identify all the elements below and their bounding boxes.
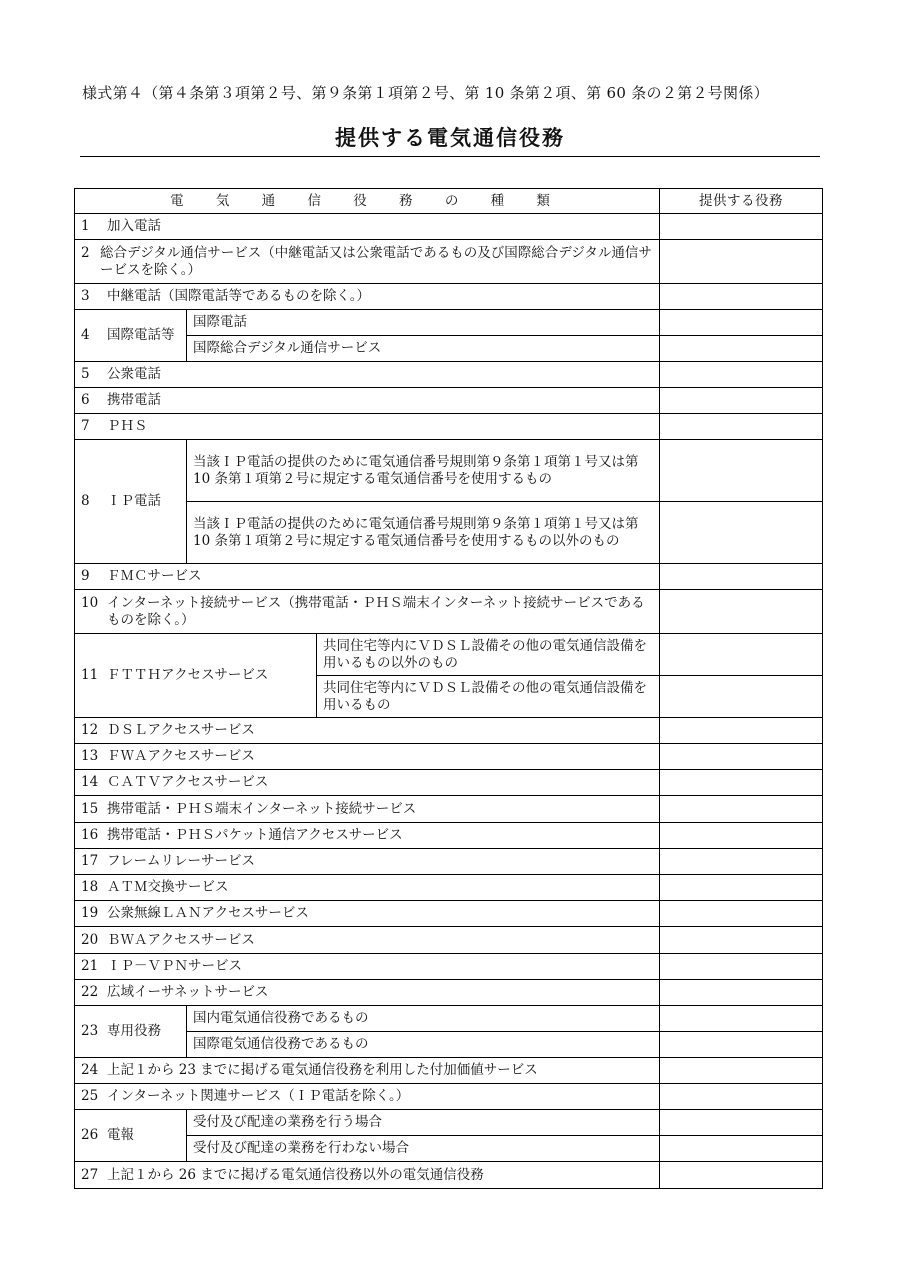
table-row [75, 1084, 823, 1110]
service-label: 中継電話（国際電話等であるものを除く。） [107, 288, 370, 304]
sub-service-cell: 国内電気通信役務であるもの [187, 1006, 660, 1032]
offered-cell[interactable] [660, 1110, 823, 1136]
row-number: 9 [81, 568, 90, 584]
row-number: 24 [81, 1062, 99, 1078]
sub-service-cell: 共同住宅等内にＶＤＳＬ設備その他の電気通信設備を用いるもの以外のもの [317, 634, 660, 676]
table-row [75, 214, 823, 240]
service-label: 電報 [107, 1127, 134, 1143]
table-row [75, 718, 823, 744]
service-cell [75, 634, 317, 718]
service-label: ＦＭＣサービス [107, 568, 202, 584]
service-label: 携帯電話 [107, 392, 161, 408]
row-number: 18 [81, 879, 99, 895]
header-service-type: 電 気 通 信 役 務 の 種 類 [75, 189, 660, 214]
offered-cell[interactable] [660, 718, 823, 744]
table-row [75, 875, 823, 901]
service-label: ＢＷＡアクセスサービス [107, 931, 255, 948]
service-label: ＦＷＡアクセスサービス [107, 748, 255, 764]
sub-service-cell: 当該ＩＰ電話の提供のために電気通信番号規則第９条第１項第１号又は第 10 条第１項第２号に規定する電気通信番号を使用するもの以外のもの [187, 502, 660, 564]
service-label: フレームリレーサービス [107, 853, 255, 869]
table-row [75, 954, 823, 980]
service-cell [75, 1006, 187, 1058]
table-row [75, 796, 823, 823]
service-cell [75, 823, 660, 849]
service-cell [75, 875, 660, 901]
service-label: インターネット関連サービス（ＩＰ電話を除く。） [107, 1088, 410, 1104]
offered-cell[interactable] [660, 214, 823, 240]
service-label: 国際電話等 [107, 327, 175, 343]
row-number: 15 [81, 800, 99, 817]
table-row [75, 440, 823, 502]
service-label: 総合デジタル通信サービス（中継電話又は公衆電話であるもの及び国際総合デジタル通信サービスを除く。） [100, 244, 652, 278]
table-row [75, 240, 823, 284]
service-cell [75, 240, 660, 284]
service-cell [75, 284, 660, 310]
service-cell [75, 590, 660, 634]
offered-cell[interactable] [660, 240, 823, 284]
table-row [75, 927, 823, 954]
service-cell [75, 362, 660, 388]
offered-cell[interactable] [660, 1032, 823, 1058]
service-cell [75, 1162, 660, 1189]
sub-service-cell: 受付及び配達の業務を行わない場合 [187, 1136, 660, 1162]
header-offered-service: 提供する役務 [660, 189, 823, 214]
service-cell [75, 388, 660, 414]
row-number: 25 [81, 1088, 99, 1104]
offered-cell[interactable] [660, 590, 823, 634]
offered-cell[interactable] [660, 362, 823, 388]
service-label: 公衆無線ＬＡＮアクセスサービス [107, 905, 309, 921]
service-cell [75, 440, 187, 564]
service-cell [75, 1110, 187, 1162]
service-cell [75, 796, 660, 823]
service-label: インターネット接続サービス（携帯電話・ＰＨＳ端末インターネット接続サービスであるものを除く。） [107, 594, 645, 628]
table-row [75, 980, 823, 1006]
row-number: 8 [81, 493, 90, 509]
sub-service-cell: 国際電話 [187, 310, 660, 336]
sub-service-cell: 国際総合デジタル通信サービス [187, 336, 660, 362]
row-number: 27 [81, 1166, 99, 1183]
row-number: 22 [81, 984, 99, 1000]
sub-service-cell: 受付及び配達の業務を行う場合 [187, 1110, 660, 1136]
service-label: 公衆電話 [107, 366, 161, 382]
row-number: 23 [81, 1023, 99, 1039]
service-cell [75, 954, 660, 980]
offered-cell[interactable] [660, 954, 823, 980]
offered-cell[interactable] [660, 1084, 823, 1110]
row-number: 7 [81, 418, 90, 434]
row-number: 4 [81, 327, 90, 343]
table-row [75, 744, 823, 770]
table-row [75, 414, 823, 440]
table-row [75, 901, 823, 927]
service-cell [75, 310, 187, 362]
offered-cell[interactable] [660, 875, 823, 901]
row-number: 11 [81, 667, 99, 683]
row-number: 26 [81, 1127, 99, 1143]
row-number: 19 [81, 905, 99, 921]
service-label: ＡＴＭ交換サービス [107, 879, 229, 895]
form-reference: 様式第４（第４条第３項第２号、第９条第１項第２号、第 10 条第２項、第 60 条の２第２号関係） [82, 84, 769, 102]
table-row [75, 564, 823, 590]
table-row [75, 590, 823, 634]
service-cell [75, 927, 660, 954]
table-row [75, 849, 823, 875]
service-cell [75, 770, 660, 796]
sub-service-cell: 当該ＩＰ電話の提供のために電気通信番号規則第９条第１項第１号又は第 10 条第１項第２号に規定する電気通信番号を使用するもの [187, 440, 660, 502]
offered-cell[interactable] [660, 849, 823, 875]
table-row [75, 1032, 823, 1058]
table-row [75, 362, 823, 388]
table-header-row [75, 189, 823, 214]
service-cell [75, 901, 660, 927]
sub-service-cell: 共同住宅等内にＶＤＳＬ設備その他の電気通信設備を用いるもの [317, 676, 660, 718]
table-row [75, 388, 823, 414]
service-cell [75, 564, 660, 590]
offered-cell[interactable] [660, 770, 823, 796]
table-row [75, 1162, 823, 1189]
offered-cell[interactable] [660, 440, 823, 502]
offered-cell[interactable] [660, 564, 823, 590]
service-cell [75, 1084, 660, 1110]
service-label: ＰＨＳ [107, 418, 148, 434]
service-cell [75, 849, 660, 875]
table-row [75, 1006, 823, 1032]
services-table [74, 188, 823, 1189]
row-number: 20 [81, 931, 99, 948]
table-row [75, 634, 823, 676]
service-label: ＩＰ－ＶＰＮサービス [107, 958, 242, 974]
service-cell [75, 414, 660, 440]
title-underline [80, 156, 820, 157]
offered-cell[interactable] [660, 284, 823, 310]
service-label: ＩＰ電話 [107, 493, 161, 509]
service-label: 広域イーサネットサービス [107, 984, 269, 1000]
table-row [75, 770, 823, 796]
row-number: 5 [81, 366, 90, 382]
service-cell [75, 214, 660, 240]
row-number: 17 [81, 853, 99, 869]
row-number: 21 [81, 958, 99, 974]
table-row [75, 1110, 823, 1136]
offered-cell[interactable] [660, 744, 823, 770]
table-row [75, 823, 823, 849]
table-row [75, 310, 823, 336]
service-label: 携帯電話・ＰＨＳパケット通信アクセスサービス [107, 827, 403, 843]
row-number: 2 [81, 244, 90, 261]
offered-cell[interactable] [660, 1006, 823, 1032]
service-label: 上記１から 23 までに掲げる電気通信役務を利用した付加価値サービス [107, 1062, 538, 1078]
offered-cell[interactable] [660, 796, 823, 823]
service-label: ＣＡＴＶアクセスサービス [107, 774, 269, 790]
service-cell [75, 1058, 660, 1084]
service-cell [75, 980, 660, 1006]
row-number: 1 [81, 218, 90, 234]
offered-cell[interactable] [660, 823, 823, 849]
table-row [75, 284, 823, 310]
offered-cell[interactable] [660, 1162, 823, 1189]
offered-cell[interactable] [660, 980, 823, 1006]
service-label: 上記１から 26 までに掲げる電気通信役務以外の電気通信役務 [107, 1166, 484, 1183]
row-number: 3 [81, 288, 90, 304]
row-number: 13 [81, 748, 99, 764]
row-number: 10 [81, 594, 99, 611]
offered-cell[interactable] [660, 336, 823, 362]
service-cell [75, 718, 660, 744]
page-title: 提供する電気通信役務 [335, 125, 565, 150]
service-label: 専用役務 [107, 1023, 161, 1039]
offered-cell[interactable] [660, 1058, 823, 1084]
offered-cell[interactable] [660, 927, 823, 954]
service-cell [75, 744, 660, 770]
offered-cell[interactable] [660, 634, 823, 676]
service-label: 加入電話 [107, 218, 161, 234]
table-row [75, 1058, 823, 1084]
offered-cell[interactable] [660, 676, 823, 718]
offered-cell[interactable] [660, 414, 823, 440]
service-label: ＦＴＴＨアクセスサービス [107, 667, 269, 683]
row-number: 6 [81, 392, 90, 408]
table-row [75, 1136, 823, 1162]
offered-cell[interactable] [660, 502, 823, 564]
row-number: 12 [81, 722, 99, 738]
offered-cell[interactable] [660, 310, 823, 336]
service-label: ＤＳＬアクセスサービス [107, 722, 255, 738]
row-number: 16 [81, 827, 99, 843]
offered-cell[interactable] [660, 901, 823, 927]
offered-cell[interactable] [660, 1136, 823, 1162]
service-label: 携帯電話・ＰＨＳ端末インターネット接続サービス [107, 800, 417, 817]
table-row [75, 502, 823, 564]
table-row [75, 336, 823, 362]
sub-service-cell: 国際電気通信役務であるもの [187, 1032, 660, 1058]
row-number: 14 [81, 774, 99, 790]
offered-cell[interactable] [660, 388, 823, 414]
